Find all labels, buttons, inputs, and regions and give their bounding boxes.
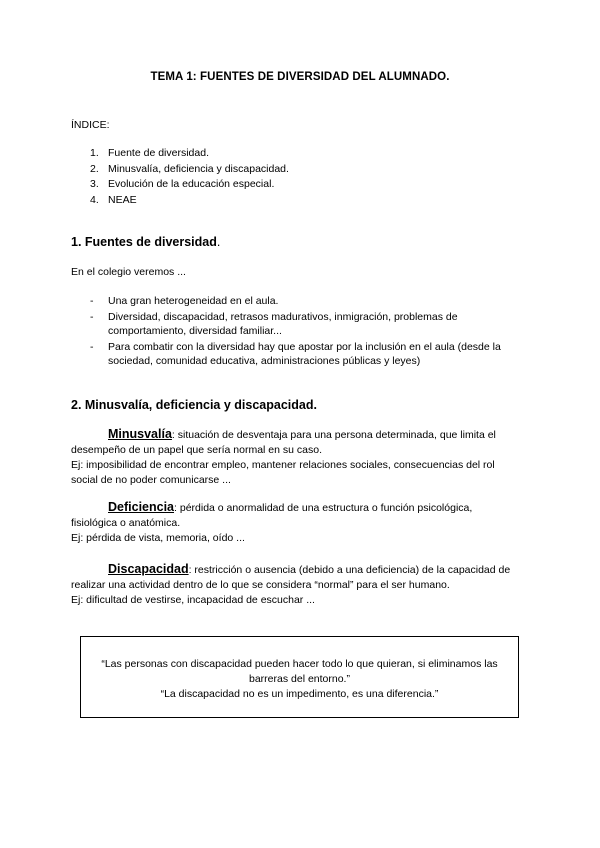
definition-term: Deficiencia [108,500,175,514]
definition-example: Ej: dificultad de vestirse, incapacidad de escuchar ... [71,594,315,606]
bullet-dash: - [90,295,94,307]
definition-text: : restricción o ausencia (debido a una deficiencia) de la capacidad de [188,564,511,576]
toc-item-number: 3. [90,178,99,190]
definition-line: desempeño de un papel que sería normal en su caso. [71,444,323,456]
definition-term: Minusvalía [108,427,172,441]
section-1-heading-text: 1. Fuentes de diversidad [71,235,217,249]
document-title: TEMA 1: FUENTES DE DIVERSIDAD DEL ALUMNADO. [150,71,450,83]
toc-item [90,177,289,193]
definition-example: Ej: pérdida de vista, memoria, oído ... [71,532,245,544]
toc-item-text: Evolución de la educación especial. [108,178,275,190]
toc-item-number: 4. [90,193,99,206]
toc-item [90,193,289,209]
quote-line: barreras del entorno.” [249,673,350,685]
quote-line: “La discapacidad no es un impedimento, es una diferencia.” [160,688,439,700]
definition-discapacidad [71,562,541,608]
list-item [90,294,530,309]
definition-line: realizar una actividad dentro de lo que se considera “normal” para el ser humano. [71,579,450,591]
definition-text: : pérdida o anormalidad de una estructura o función psicológica, [174,502,473,514]
toc-item-number: 2. [90,162,99,175]
bullet-dash: - [90,310,94,323]
definition-term: Discapacidad [108,562,189,576]
toc-item-text: Minusvalía, deficiencia y discapacidad. [108,162,289,175]
section-2-heading: 2. Minusvalía, deficiencia y discapacidad. [71,398,317,412]
section-1-intro: En el colegio veremos ... [71,266,186,278]
definition-line [71,500,541,516]
list-item [90,310,530,339]
quote-line: “Las personas con discapacidad pueden hacer todo lo que quieran, si eliminamos las [101,658,498,670]
section-1-heading-dot: . [216,235,221,249]
index-label: ÍNDICE: [71,119,110,131]
list-item [90,340,530,369]
toc-item [90,162,289,178]
toc-item-number: 1. [90,147,99,159]
definition-line [71,562,541,578]
toc-item-text: NEAE [108,193,137,206]
quote-box [80,636,519,718]
definition-line [71,427,541,443]
definition-example: social de no poder comunicarse ... [71,474,231,486]
bullet-dash: - [90,340,94,353]
definition-example: Ej: imposibilidad de encontrar empleo, mantener relaciones sociales, consecuencias del rol [71,459,495,471]
definition-minusvalia [71,427,541,488]
list-item-text: Diversidad, discapacidad, retrasos madurativos, inmigración, problemas de comportamiento, diversidad familiar... [108,310,458,337]
toc-item-text: Fuente de diversidad. [108,147,209,159]
definition-deficiencia [71,500,541,546]
definition-line: fisiológica o anatómica. [71,517,181,529]
toc-item [90,146,289,162]
definition-text: : situación de desventaja para una persona determinada, que limita el [171,429,496,441]
quote-text [81,657,518,702]
list-item-text: Para combatir con la diversidad hay que apostar por la inclusión en el aula (desde la sociedad, comunidad educativa, administraciones públicas y leyes) [108,340,501,367]
list-item-text: Una gran heterogeneidad en el aula. [108,295,279,307]
section-1-bullet-list [90,294,530,370]
table-of-contents [90,146,289,208]
section-1-heading [71,235,220,249]
